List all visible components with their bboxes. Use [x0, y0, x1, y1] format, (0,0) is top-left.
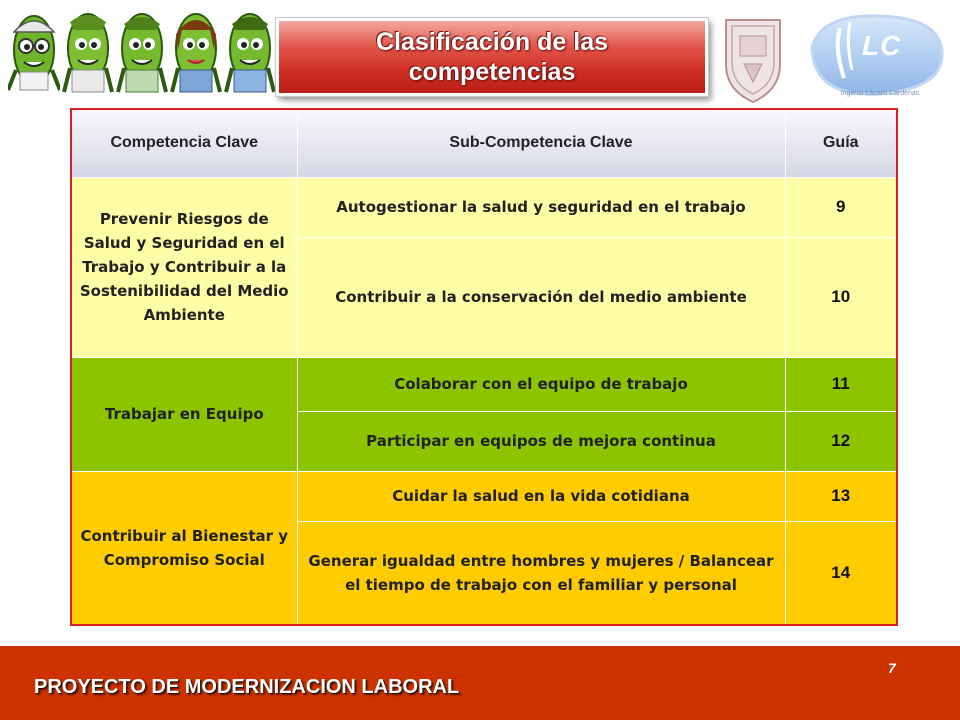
- mascot-character-icon: [170, 10, 222, 102]
- guia-cell: 10: [785, 237, 897, 357]
- mascot-character-icon: [116, 10, 168, 102]
- subcompetencia-cell: Contribuir a la conservación del medio ambiente: [297, 237, 785, 357]
- title-line-2: competencias: [408, 58, 576, 86]
- lc-logo-text: LC: [862, 30, 902, 61]
- competencia-cell: Trabajar en Equipo: [71, 357, 297, 471]
- page-number: 7: [888, 660, 896, 676]
- subcompetencia-cell: Participar en equipos de mejora continua: [297, 411, 785, 471]
- competencia-cell: Contribuir al Bienestar y Compromiso Social: [71, 471, 297, 625]
- table-row: [71, 177, 897, 237]
- guia-cell: 11: [785, 357, 897, 411]
- header-subcompetencia: Sub-Competencia Clave: [297, 109, 785, 177]
- lc-logo-icon: [800, 8, 950, 118]
- project-name: PROYECTO DE MODERNIZACION LABORAL: [34, 676, 460, 698]
- guia-cell: 9: [785, 177, 897, 237]
- competencia-cell: Prevenir Riesgos de Salud y Seguridad en el Trabajo y Contribuir a la Sostenibilidad del Medio Ambiente: [71, 177, 297, 357]
- table-row: [71, 357, 897, 411]
- subcompetencia-cell: Colaborar con el equipo de trabajo: [297, 357, 785, 411]
- mascot-helmet-icon: [8, 10, 60, 102]
- mascot-characters: [8, 10, 270, 102]
- table-header-row: [71, 109, 897, 177]
- guia-cell: 13: [785, 471, 897, 521]
- guia-cell: 12: [785, 411, 897, 471]
- title-line-1: Clasificación de las: [375, 28, 609, 56]
- shield-logo-icon: [722, 14, 784, 104]
- header-competencia: Competencia Clave: [71, 109, 297, 177]
- mascot-character-icon: [224, 10, 276, 102]
- footer-bar: [0, 646, 960, 720]
- title-banner: [276, 18, 708, 96]
- table-row: [71, 471, 897, 521]
- mascot-character-icon: [62, 10, 114, 102]
- subcompetencia-cell: Autogestionar la salud y seguridad en el trabajo: [297, 177, 785, 237]
- subcompetencia-cell: Cuidar la salud en la vida cotidiana: [297, 471, 785, 521]
- guia-cell: 14: [785, 521, 897, 625]
- header-guia: Guía: [785, 109, 897, 177]
- lc-logo-caption: Ingenio Lázaro Cárdenas: [840, 90, 920, 97]
- competencies-table: [70, 108, 898, 626]
- subcompetencia-cell: Generar igualdad entre hombres y mujeres / Balancear el tiempo de trabajo con el familiar y personal: [297, 521, 785, 625]
